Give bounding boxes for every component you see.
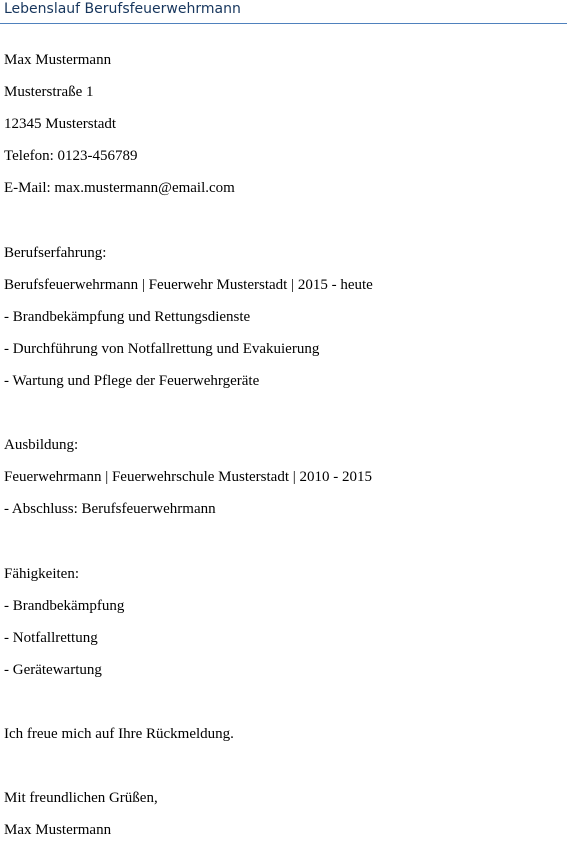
- blank-line: [4, 531, 559, 563]
- education-item: - Abschluss: Berufsfeuerwehrmann: [4, 501, 216, 518]
- blank-line: [4, 692, 559, 724]
- contact-phone: Telefon: 0123-456789: [4, 148, 138, 165]
- skills-item: - Brandbekämpfung: [4, 597, 125, 614]
- blank-line: [4, 210, 559, 242]
- contact-name: Max Mustermann: [4, 52, 112, 68]
- experience-item: - Wartung und Pflege der Feuerwehrgeräte: [4, 372, 260, 389]
- experience-item: - Durchführung von Notfallrettung und Evakuierung: [4, 340, 320, 357]
- skills-item: - Notfallrettung: [4, 629, 98, 646]
- experience-position: Berufsfeuerwehrmann | Feuerwehr Musterstadt | 2015 - heute: [4, 276, 373, 293]
- blank-line: [4, 756, 559, 788]
- skills-item: - Gerätewartung: [4, 661, 102, 678]
- contact-email: E-Mail: max.mustermann@email.com: [4, 180, 235, 197]
- experience-item: - Brandbekämpfung und Rettungsdienste: [4, 308, 251, 325]
- document-header: [0, 0, 567, 24]
- contact-city: 12345 Musterstadt: [4, 116, 117, 133]
- education-entry: Feuerwehrmann | Feuerwehrschule Musterstadt | 2010 - 2015: [4, 469, 372, 486]
- document-title: Lebenslauf Berufsfeuerwehrmann: [4, 1, 241, 17]
- closing-message: Ich freue mich auf Ihre Rückmeldung.: [4, 725, 234, 742]
- contact-street: Musterstraße 1: [4, 84, 94, 101]
- closing-greeting: Mit freundlichen Grüßen,: [4, 790, 158, 807]
- experience-heading: Berufserfahrung:: [4, 244, 107, 261]
- education-heading: Ausbildung:: [4, 437, 79, 454]
- document-body: [4, 50, 559, 852]
- skills-heading: Fähigkeiten:: [4, 565, 79, 582]
- signature-name: Max Mustermann: [4, 822, 112, 839]
- blank-line: [4, 403, 559, 435]
